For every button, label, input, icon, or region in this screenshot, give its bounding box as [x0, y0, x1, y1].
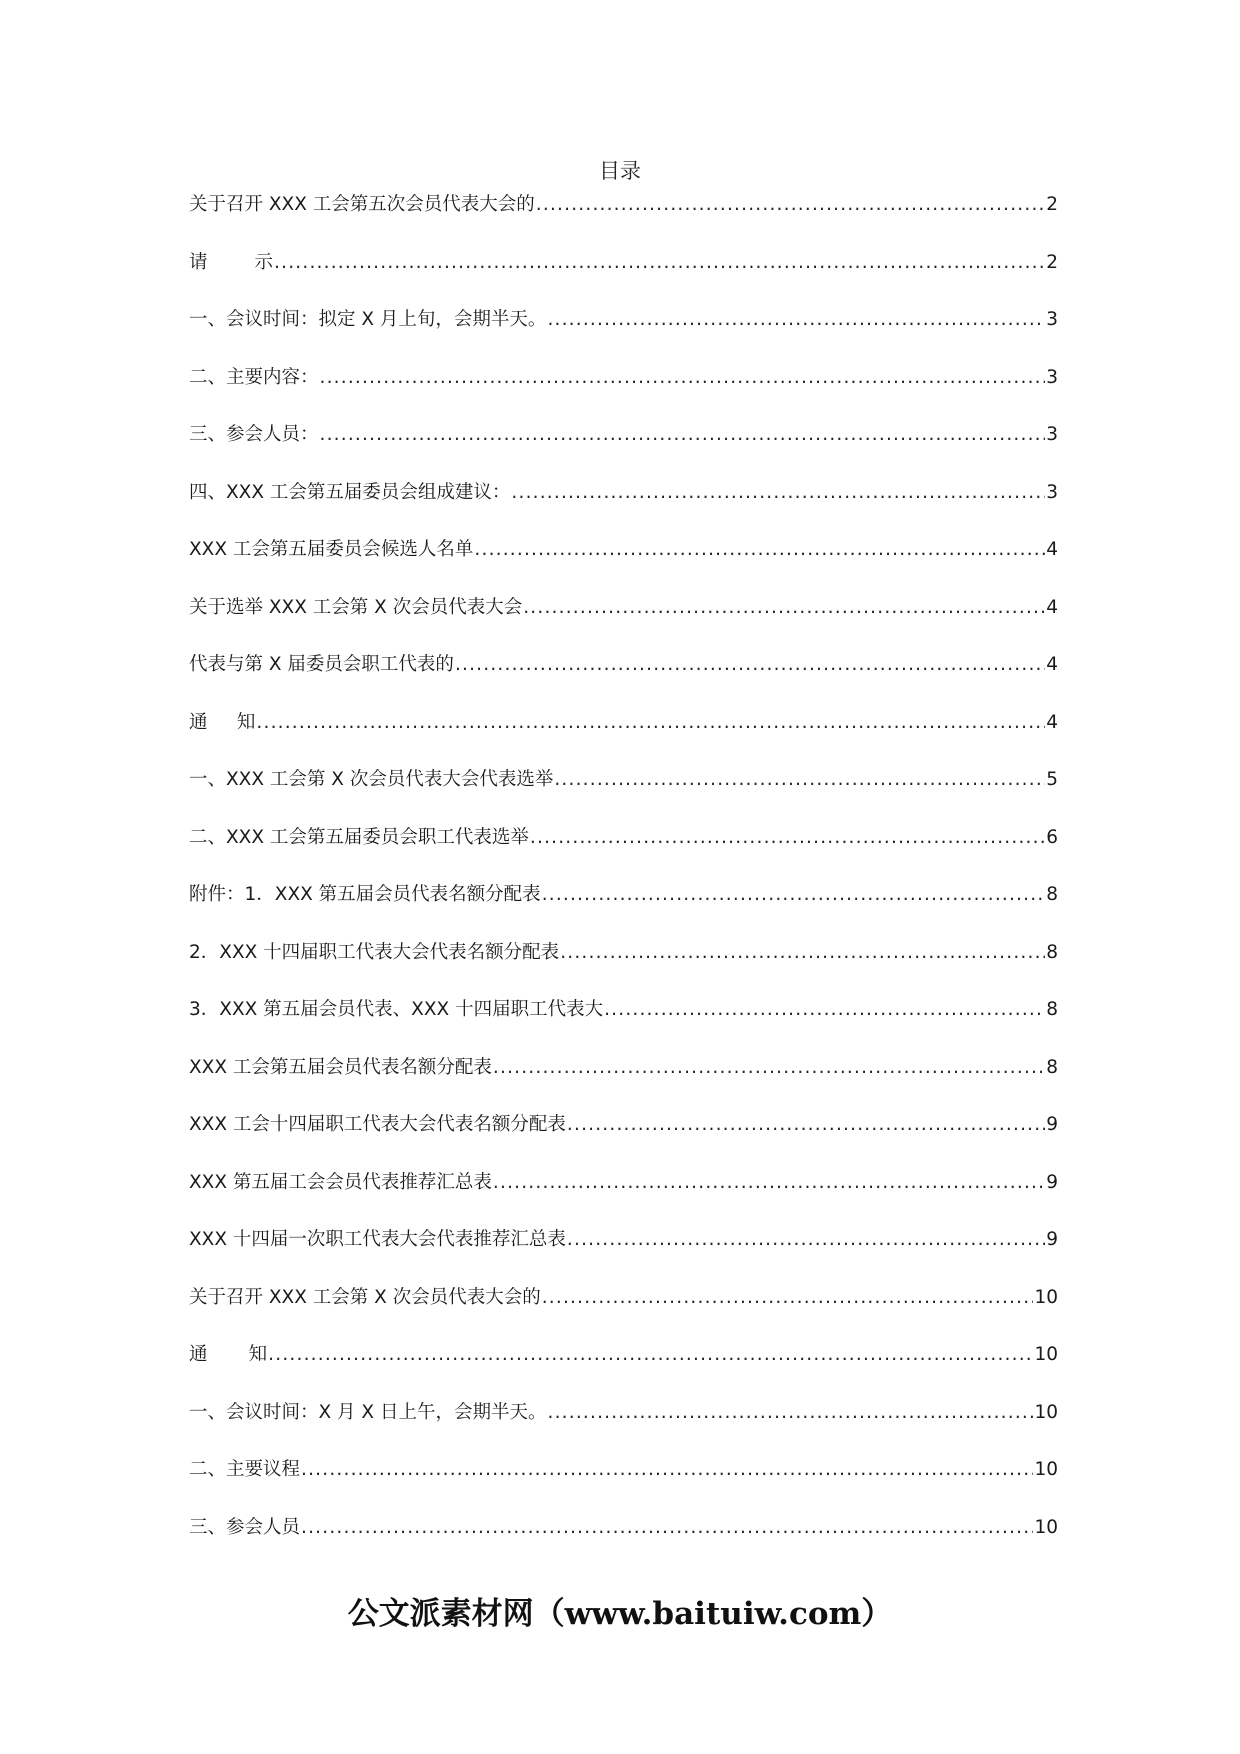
- toc-entry-page-number: 9: [1046, 1171, 1058, 1193]
- toc-dot-leader: [301, 1515, 1033, 1541]
- toc-dot-leader: [320, 422, 1045, 448]
- toc-entry[interactable]: [189, 1285, 1058, 1343]
- toc-entry-label: 2．XXX 十四届职工代表大会代表名额分配表: [189, 941, 560, 963]
- toc-entry-label: 一、会议时间：X 月 X 日上午，会期半天。: [189, 1401, 547, 1423]
- toc-entry-label: 关于召开 XXX 工会第 X 次会员代表大会的: [189, 1286, 541, 1308]
- toc-entry-page-number: 2: [1046, 251, 1058, 273]
- toc-entry-label: 二、主要内容：: [189, 366, 319, 388]
- toc-entry-label: 通 知: [189, 1344, 268, 1365]
- toc-entry[interactable]: [189, 940, 1058, 998]
- toc-entry-page-number: 4: [1046, 654, 1058, 675]
- toc-entry-label: 关于选举 XXX 工会第 X 次会员代表大会: [189, 596, 523, 618]
- toc-entry-label: 请 示: [189, 251, 274, 273]
- toc-dot-leader: [455, 652, 1045, 678]
- toc-entry-label: 通 知: [189, 711, 256, 733]
- toc-entry[interactable]: [189, 767, 1058, 825]
- toc-entry-page-number: 3: [1046, 366, 1058, 388]
- toc-entry-page-number: 3: [1046, 424, 1058, 445]
- toc-entry[interactable]: [189, 1457, 1058, 1515]
- toc-entry-page-number: 10: [1034, 1401, 1058, 1423]
- toc-dot-leader: [536, 192, 1045, 218]
- toc-entry[interactable]: [189, 997, 1058, 1055]
- toc-entry-page-number: 8: [1046, 1056, 1058, 1078]
- toc-dot-leader: [560, 940, 1045, 966]
- toc-entry[interactable]: [189, 1055, 1058, 1113]
- toc-entry-page-number: 4: [1046, 711, 1058, 733]
- toc-entry[interactable]: [189, 1400, 1058, 1458]
- toc-entry-page-number: 4: [1046, 596, 1058, 618]
- toc-entry-page-number: 8: [1046, 941, 1058, 963]
- toc-entry[interactable]: [189, 1170, 1058, 1228]
- toc-entry-label: 代表与第 X 届委员会职工代表的: [189, 654, 454, 675]
- toc-entry-page-number: 2: [1046, 194, 1058, 215]
- toc-entry-page-number: 9: [1046, 1229, 1058, 1250]
- toc-entry-label: 一、会议时间：拟定 X 月上旬，会期半天。: [189, 309, 547, 330]
- toc-entry[interactable]: [189, 537, 1058, 595]
- toc-entry-page-number: 10: [1034, 1516, 1058, 1538]
- toc-list: [189, 192, 1058, 1572]
- toc-dot-leader: [604, 997, 1045, 1023]
- toc-entry-page-number: 10: [1034, 1286, 1058, 1308]
- toc-dot-leader: [301, 1457, 1033, 1483]
- toc-entry-page-number: 8: [1046, 884, 1058, 905]
- toc-entry[interactable]: [189, 1112, 1058, 1170]
- toc-entry-page-number: 10: [1034, 1459, 1058, 1480]
- toc-entry-label: XXX 工会第五届会员代表名额分配表: [189, 1056, 492, 1078]
- toc-entry[interactable]: [189, 422, 1058, 480]
- toc-entry[interactable]: [189, 1342, 1058, 1400]
- toc-entry-label: 二、XXX 工会第五届委员会职工代表选举: [189, 826, 529, 848]
- toc-entry-page-number: 3: [1046, 481, 1058, 503]
- toc-entry-label: 关于召开 XXX 工会第五次会员代表大会的: [189, 194, 535, 215]
- toc-entry-page-number: 5: [1046, 769, 1058, 790]
- toc-entry[interactable]: [189, 365, 1058, 423]
- toc-entry[interactable]: [189, 652, 1058, 710]
- toc-dot-leader: [542, 882, 1045, 908]
- toc-dot-leader: [567, 1227, 1045, 1253]
- toc-dot-leader: [274, 250, 1045, 276]
- toc-entry-page-number: 6: [1046, 826, 1058, 848]
- toc-entry-label: 一、XXX 工会第 X 次会员代表大会代表选举: [189, 769, 554, 790]
- toc-dot-leader: [493, 1170, 1045, 1196]
- toc-dot-leader: [548, 1400, 1034, 1426]
- toc-dot-leader: [567, 1112, 1045, 1138]
- toc-entry-label: 附件：1．XXX 第五届会员代表名额分配表: [189, 884, 541, 905]
- toc-entry[interactable]: [189, 480, 1058, 538]
- toc-dot-leader: [474, 537, 1045, 563]
- toc-title: 目录: [599, 159, 641, 183]
- toc-entry[interactable]: [189, 307, 1058, 365]
- toc-entry-page-number: 8: [1046, 999, 1058, 1020]
- toc-dot-leader: [542, 1285, 1034, 1311]
- toc-dot-leader: [523, 595, 1045, 621]
- toc-dot-leader: [511, 480, 1045, 506]
- toc-entry[interactable]: [189, 250, 1058, 308]
- toc-entry-label: 3．XXX 第五届会员代表、XXX 十四届职工代表大: [189, 999, 604, 1020]
- toc-entry-label: XXX 第五届工会会员代表推荐汇总表: [189, 1171, 492, 1193]
- toc-dot-leader: [268, 1342, 1033, 1368]
- toc-entry-page-number: 10: [1034, 1344, 1058, 1365]
- footer-watermark: 公文派素材网（www.baituiw.com）: [347, 1596, 893, 1632]
- toc-entry-page-number: 9: [1046, 1114, 1058, 1135]
- toc-dot-leader: [554, 767, 1045, 793]
- toc-dot-leader: [547, 307, 1045, 333]
- toc-dot-leader: [493, 1055, 1045, 1081]
- toc-entry-label: 四、XXX 工会第五届委员会组成建议：: [189, 481, 511, 503]
- toc-entry[interactable]: [189, 882, 1058, 940]
- toc-entry-label: XXX 工会第五届委员会候选人名单: [189, 539, 474, 560]
- toc-dot-leader: [530, 825, 1045, 851]
- toc-entry-label: 三、参会人员: [189, 1516, 301, 1538]
- toc-entry[interactable]: [189, 192, 1058, 250]
- toc-entry-label: XXX 工会十四届职工代表大会代表名额分配表: [189, 1114, 566, 1135]
- toc-entry[interactable]: [189, 825, 1058, 883]
- toc-entry-page-number: 3: [1046, 309, 1058, 330]
- toc-entry-label: XXX 十四届一次职工代表大会代表推荐汇总表: [189, 1229, 566, 1250]
- toc-entry-page-number: 4: [1046, 539, 1058, 560]
- toc-entry[interactable]: [189, 595, 1058, 653]
- toc-entry[interactable]: [189, 1515, 1058, 1573]
- toc-entry-label: 三、参会人员：: [189, 424, 319, 445]
- toc-dot-leader: [320, 365, 1045, 391]
- toc-dot-leader: [256, 710, 1045, 736]
- toc-entry[interactable]: [189, 1227, 1058, 1285]
- toc-entry[interactable]: [189, 710, 1058, 768]
- toc-entry-label: 二、主要议程: [189, 1459, 301, 1480]
